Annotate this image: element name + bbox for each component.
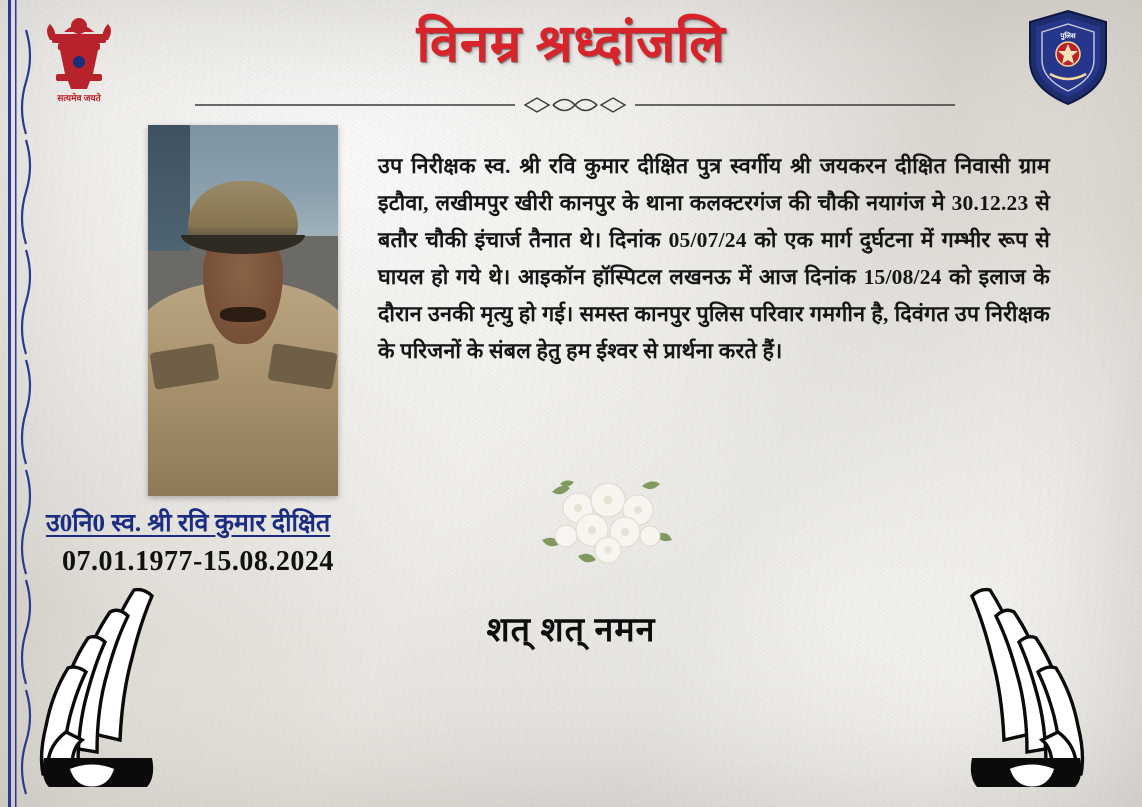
obituary-paragraph: उप निरीक्षक स्व. श्री रवि कुमार दीक्षित पुत्र स्वर्गीय श्री जयकरन दीक्षित निवासी ग्राम इटौवा, लखीमपुर खीरी कानपुर के थाना कलक्टरगंज की चौकी नयागंज मे 30.12.23 से बतौर चौकी इंचार्ज तैनात थे। दिनांक 05/07/24 को एक मार्ग दुर्घटना में गम्भीर रूप से घायल हो गये थे। आइकॉन हॉस्पिटल लखनऊ में आज दिनांक 15/08/24 को इलाज के दौरान उनकी मृत्यु हो गई। समस्त कानपुर पुलिस परिवार गमगीन है, दिवंगत उप निरीक्षक के परिजनों के संबल हेतु हम ईश्वर से प्रार्थना करते हैं। xyxy=(378,154,1050,363)
deceased-dates: 07.01.1977-15.08.2024 xyxy=(62,546,334,577)
deceased-name: उ0नि0 स्व. श्री रवि कुमार दीक्षित xyxy=(46,510,331,537)
police-logo-icon xyxy=(1022,8,1114,108)
poster-title-text: विनम्र श्रध्दांजलि xyxy=(416,16,726,73)
white-flowers-icon xyxy=(530,478,690,578)
portrait-photo xyxy=(148,125,338,496)
poster-title xyxy=(0,6,1142,77)
state-emblem-label: सत्यमेव जयते xyxy=(57,93,101,103)
state-emblem-icon xyxy=(36,12,122,108)
ornamental-divider xyxy=(195,92,955,118)
police-logo-label: पुलिस xyxy=(1060,33,1076,40)
salute-text: शत् शत् नमन xyxy=(486,612,656,649)
